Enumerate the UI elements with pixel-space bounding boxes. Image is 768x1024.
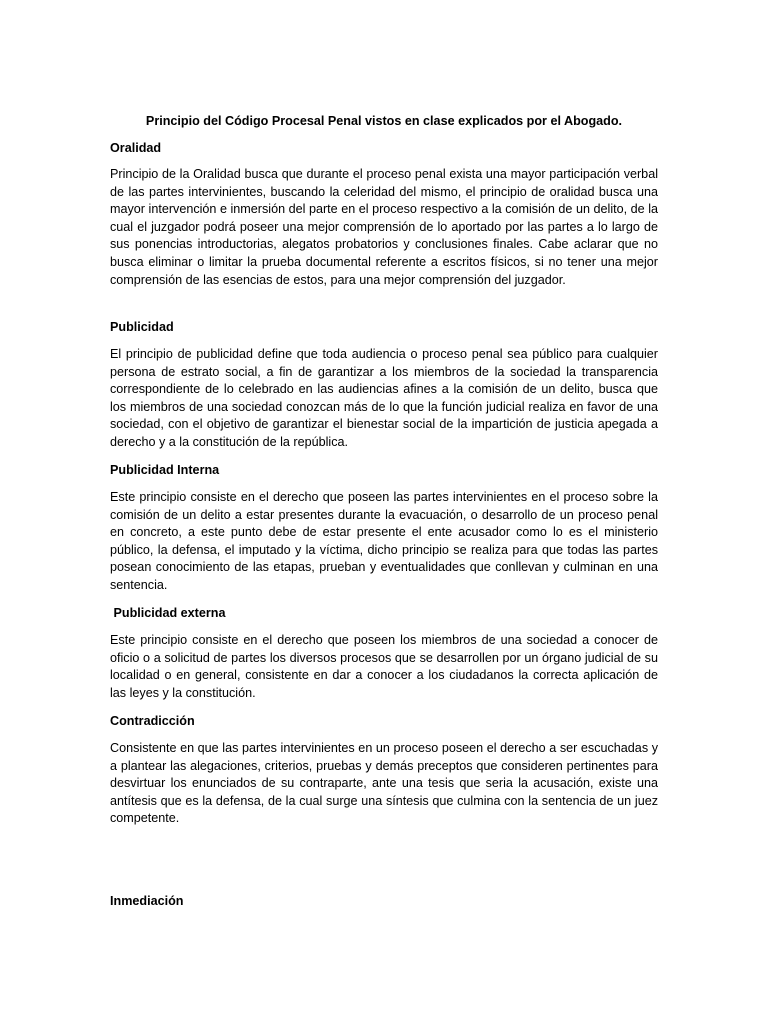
paragraph-publicidad-externa: Este principio consiste en el derecho que poseen los miembros de una sociedad a conocer de oficio o a solicitud de partes los diversos procesos que se desarrollen por un órgano judicial de su localidad o en general, consistente en dar a conocer a los ciudadanos la correcta aplicación de las leyes y la constitución. bbox=[110, 633, 658, 700]
heading-contradiccion: Contradicción bbox=[110, 714, 195, 728]
heading-oralidad: Oralidad bbox=[110, 141, 162, 155]
heading-inmediacion: Inmediación bbox=[110, 894, 184, 908]
paragraph-publicidad-interna: Este principio consiste en el derecho que poseen las partes intervinientes en el proceso sobre la comisión de un delito a estar presentes durante la evacuación, o desarrollo de un proceso penal en concreto, a este punto debe de estar presente el ente acusador como lo es el ministerio público, la defensa, el imputado y la víctima, dicho principio se realiza para que todas las partes posean conocimiento de las etapas, prueban y eventualidades que conllevan y culminan en una sentencia. bbox=[110, 490, 658, 592]
heading-publicidad-externa: Publicidad externa bbox=[110, 606, 226, 620]
document-title: Principio del Código Procesal Penal vistos en clase explicados por el Abogado. bbox=[145, 114, 623, 128]
paragraph-oralidad: Principio de la Oralidad busca que durante el proceso penal exista una mayor participación verbal de las partes intervinientes, buscando la celeridad del mismo, el principio de oralidad busca una mayor intervención e inmersión del parte en el proceso respectivo a la comisión de un delito, de la cual el juzgador podrá poseer una mejor comprensión de lo aportado por las partes a lo largo de sus ponencias introductorias, alegatos probatorios y conclusiones finales. Cabe aclarar que no busca eliminar o limitar la prueba documental referente a escritos físicos, si no tener una mejor comprensión de las esencias de estos, para una mejor comprensión del juzgador. bbox=[110, 167, 658, 287]
paragraph-publicidad: El principio de publicidad define que toda audiencia o proceso penal sea público para cualquier persona de estrato social, a fin de garantizar a los miembros de la sociedad la transparencia correspondiente de lo celebrado en las audiencias afines a la comisión de un delito, busca que los miembros de una sociedad conozcan más de lo que la función judicial realiza en favor de una sociedad, con el objetivo de garantizar el bienestar social de la impartición de justicia apegada a derecho y a la constitución de la república. bbox=[110, 347, 658, 449]
heading-publicidad-interna: Publicidad Interna bbox=[110, 463, 220, 477]
heading-publicidad: Publicidad bbox=[110, 320, 174, 334]
paragraph-contradiccion: Consistente en que las partes intervinientes en un proceso poseen el derecho a ser escuchadas y a plantear las alegaciones, criterios, pruebas y demás preceptos que consideren pertinentes para desvirtuar los enunciados de su contraparte, ante una tesis que seria la acusación, existe una antítesis que es la defensa, de la cual surge una síntesis que culmina con la sentencia de un juez competente. bbox=[110, 741, 658, 826]
